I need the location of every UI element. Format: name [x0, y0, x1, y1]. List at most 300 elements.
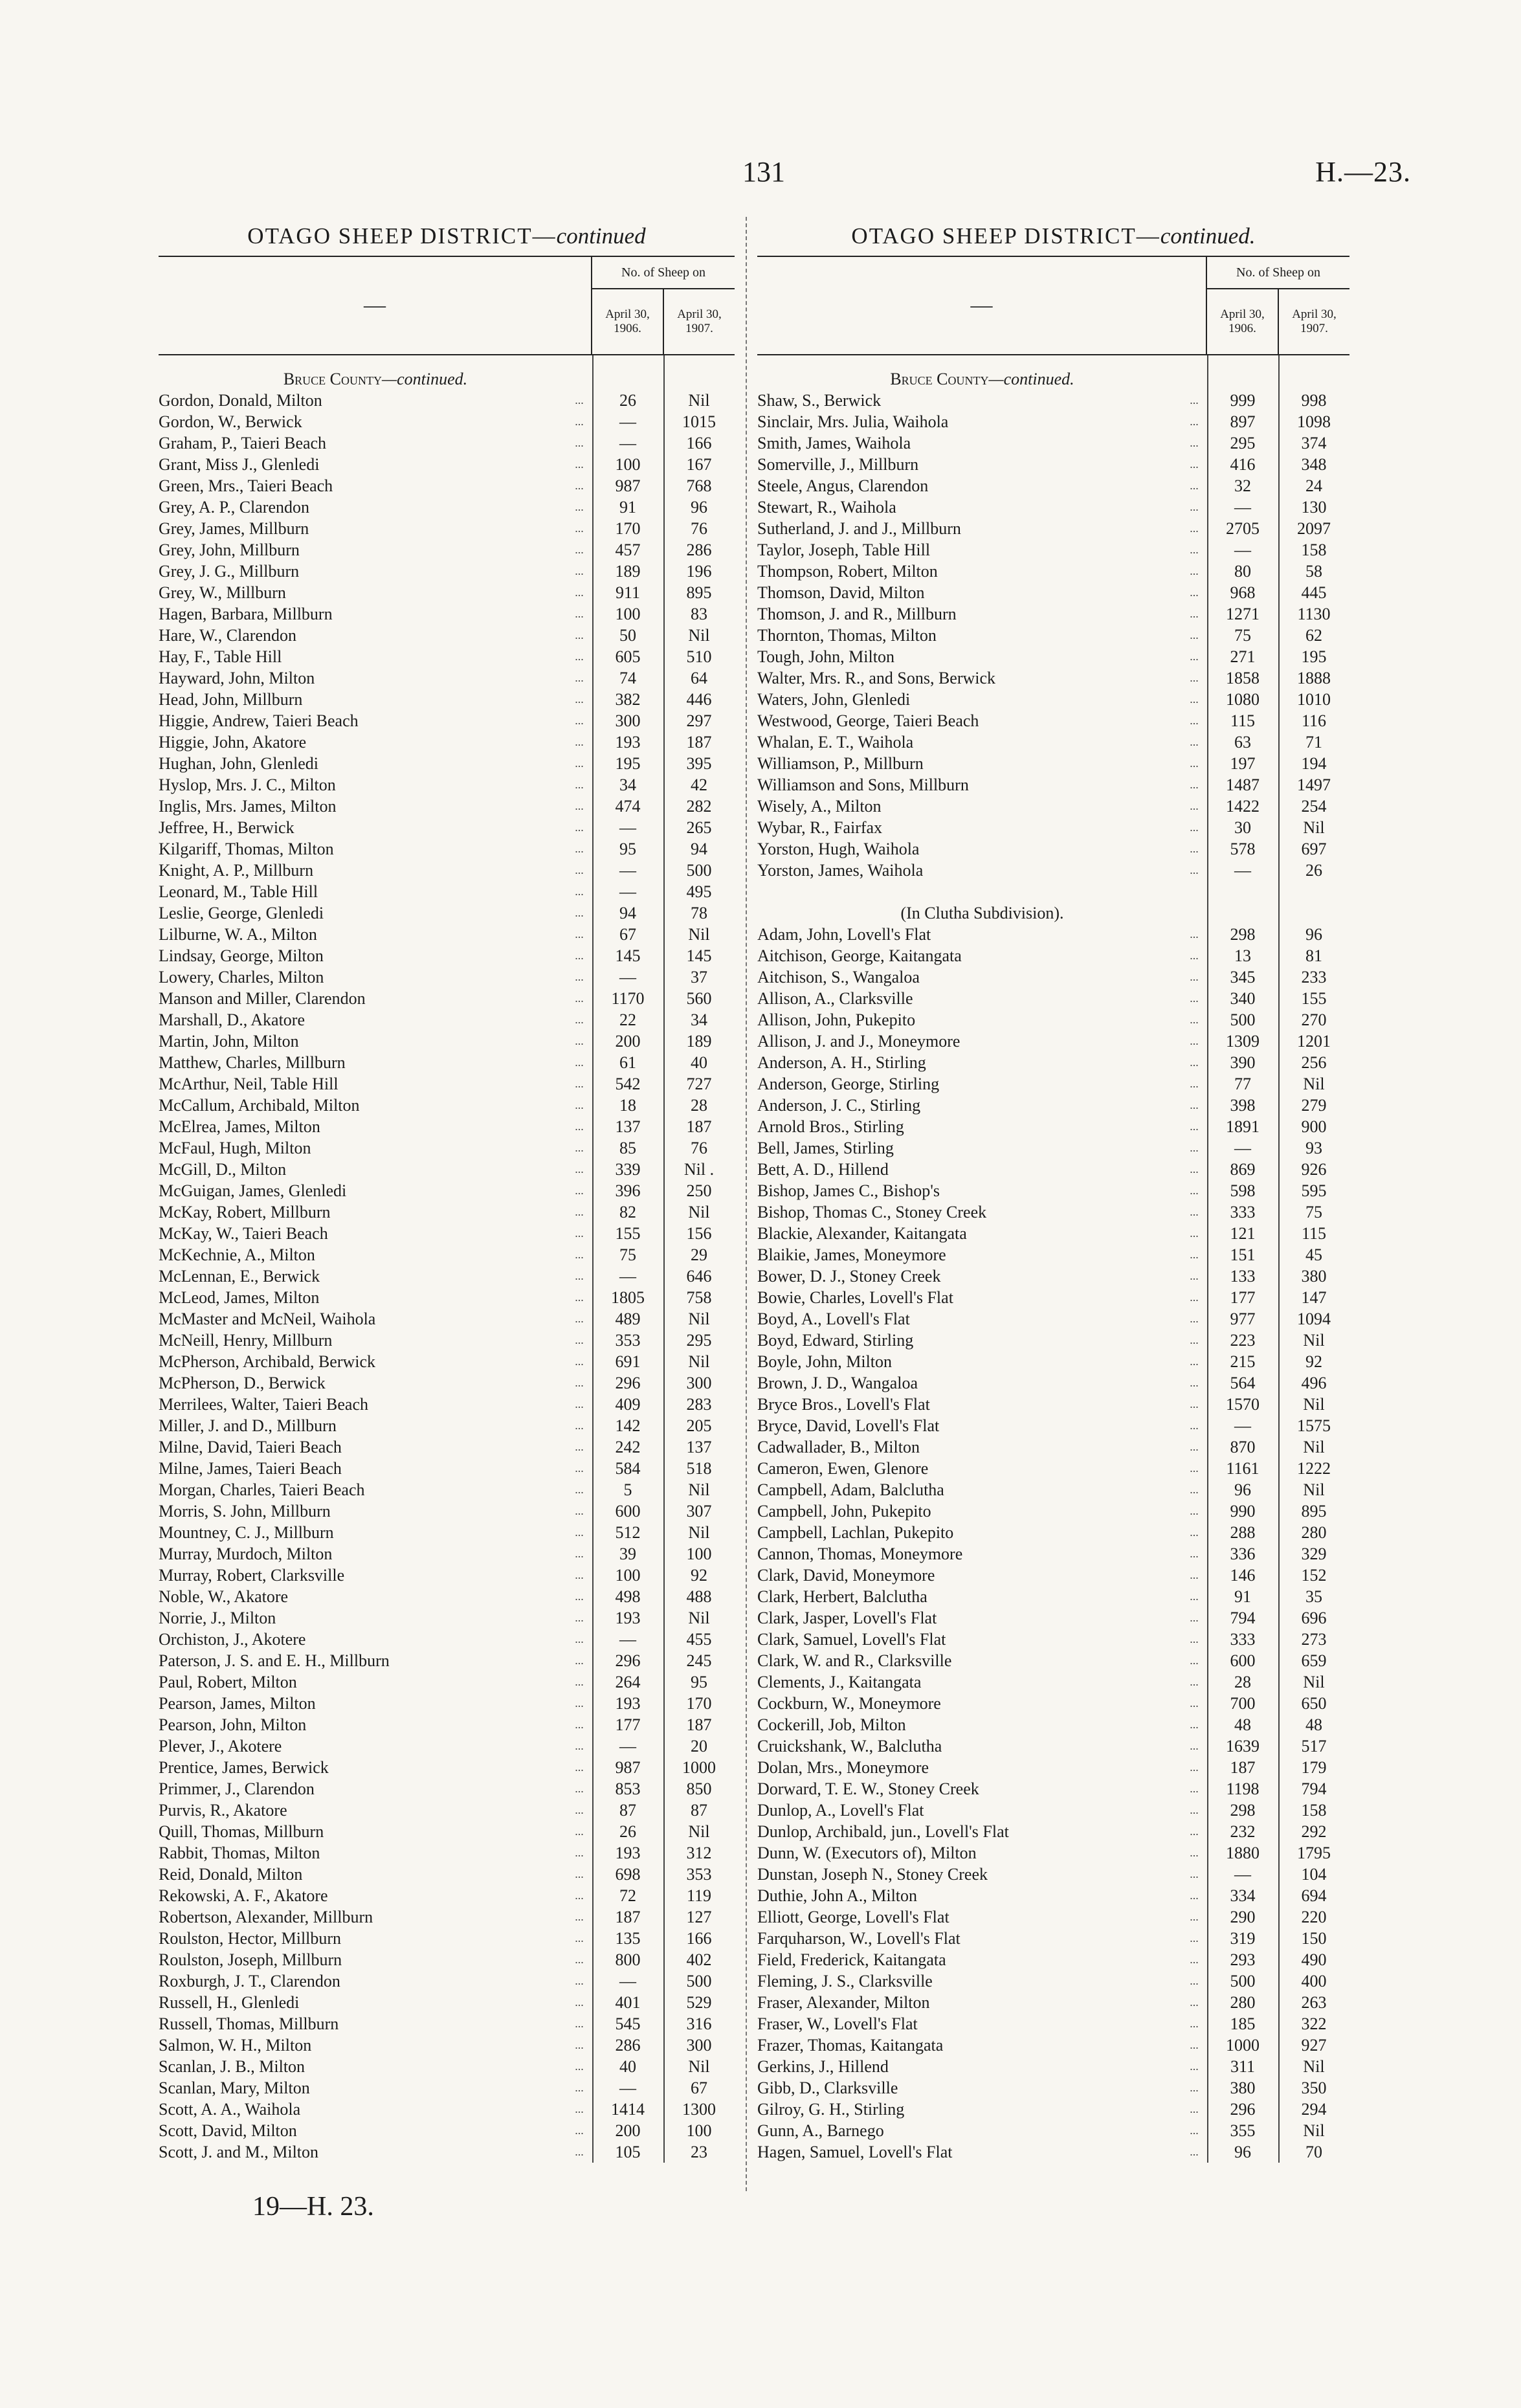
- sheep-1907: 312: [686, 1844, 712, 1862]
- table-row: [159, 475, 735, 496]
- owner-name: Dorward, T. E. W., Stoney Creek: [757, 1779, 979, 1798]
- owner-name: Bryce Bros., Lovell's Flat: [757, 1395, 930, 1414]
- sheep-1906: 1414: [611, 2100, 645, 2119]
- sheep-1907: 170: [686, 1694, 712, 1713]
- sheep-1906: 146: [1230, 1566, 1256, 1585]
- table-row: [757, 1159, 1349, 1180]
- sheep-1906: 96: [1234, 1480, 1251, 1499]
- owner-name: Rabbit, Thomas, Milton: [159, 1844, 320, 1862]
- owner-name: Waters, John, Glenledi: [757, 690, 911, 709]
- leader-dots: ...: [1190, 2081, 1199, 2094]
- sheep-1906: 968: [1230, 583, 1256, 602]
- leader-dots: ...: [575, 1825, 584, 1838]
- table-row: [159, 2099, 735, 2120]
- sheep-1906: 600: [1230, 1651, 1256, 1670]
- leader-dots: ...: [1190, 1611, 1199, 1624]
- owner-name: Dunlop, Archibald, jun., Lovell's Flat: [757, 1822, 1009, 1841]
- sheep-1906: 91: [619, 498, 636, 517]
- sheep-1906: 800: [615, 1950, 641, 1969]
- sheep-1907: Nil: [1303, 1331, 1325, 1350]
- owner-name: Boyle, John, Milton: [757, 1352, 893, 1371]
- owner-name: Bell, James, Stirling: [757, 1139, 894, 1157]
- owner-name: Clark, Samuel, Lovell's Flat: [757, 1630, 946, 1649]
- sheep-1907: Nil: [1303, 1075, 1325, 1093]
- sheep-1907: Nil: [688, 1203, 710, 1221]
- leader-dots: ...: [575, 1205, 584, 1218]
- table-row: [159, 1415, 735, 1436]
- sheep-1907: 297: [686, 711, 712, 730]
- leader-dots: ...: [1190, 2145, 1199, 2158]
- table-row: [159, 496, 735, 518]
- leader-dots: ...: [1190, 1376, 1199, 1389]
- table-row: [757, 1671, 1349, 1693]
- sheep-1907: 34: [691, 1010, 707, 1029]
- table-row: [757, 1714, 1349, 1735]
- sheep-1906: 34: [619, 775, 636, 794]
- sheep-1906: —: [619, 1737, 636, 1756]
- leader-dots: ...: [575, 1526, 584, 1539]
- sheep-1907: 495: [686, 882, 712, 901]
- owner-name: Dunlop, A., Lovell's Flat: [757, 1801, 924, 1820]
- sheep-1906: 121: [1230, 1224, 1256, 1243]
- table-row: [159, 411, 735, 432]
- leader-dots: ...: [1190, 1291, 1199, 1304]
- sheep-1907: 646: [686, 1267, 712, 1286]
- sheep-1907: 37: [691, 968, 707, 987]
- sheep-1907: 850: [686, 1779, 712, 1798]
- owner-name: Green, Mrs., Taieri Beach: [159, 476, 333, 495]
- sheep-1906: 311: [1230, 2057, 1256, 2076]
- owner-name: Farquharson, W., Lovell's Flat: [757, 1929, 960, 1948]
- owner-name: Williamson and Sons, Millburn: [757, 775, 969, 794]
- sheep-1906: 100: [615, 455, 641, 474]
- sheep-1906: 295: [1230, 434, 1256, 452]
- sheep-1907: 58: [1305, 562, 1322, 581]
- sheep-1906: 193: [615, 1694, 641, 1713]
- sheep-1906: 39: [619, 1544, 636, 1563]
- leader-dots: ...: [575, 1333, 584, 1346]
- sheep-1907: 283: [686, 1395, 712, 1414]
- sheep-1906: 242: [615, 1438, 641, 1456]
- sheep-1906: 32: [1234, 476, 1251, 495]
- owner-name: McGuigan, James, Glenledi: [159, 1181, 347, 1200]
- leader-dots: ...: [575, 1590, 584, 1603]
- leader-dots: ...: [575, 500, 584, 513]
- county-continued: —continued.: [382, 370, 468, 388]
- page-number: 131: [742, 156, 785, 188]
- table-row: [757, 1928, 1349, 1949]
- leader-dots: ...: [1190, 842, 1199, 855]
- table-row: [757, 753, 1349, 774]
- owner-name: Bower, D. J., Stoney Creek: [757, 1267, 941, 1286]
- leader-dots: ...: [575, 2145, 584, 2158]
- sheep-1906: 26: [619, 391, 636, 410]
- sheep-1906: 87: [619, 1801, 636, 1820]
- sheep-1907: 1098: [1297, 412, 1331, 431]
- sheep-1906: 1161: [1226, 1459, 1260, 1478]
- leader-dots: ...: [1190, 2038, 1199, 2051]
- table-row: [757, 2120, 1349, 2141]
- sheep-1906: 1880: [1226, 1844, 1260, 1862]
- owner-name: Campbell, Lachlan, Pukepito: [757, 1523, 954, 1542]
- sheep-1906: 390: [1230, 1053, 1256, 1072]
- table-row: [757, 1906, 1349, 1928]
- sheep-1906: 333: [1230, 1630, 1256, 1649]
- table-row: [159, 2035, 735, 2056]
- table-row: [757, 582, 1349, 603]
- sheep-1907: 130: [1301, 498, 1327, 517]
- sheep-1907: 694: [1301, 1886, 1327, 1905]
- owner-name: Head, John, Millburn: [159, 690, 303, 709]
- leader-dots: ...: [575, 735, 584, 748]
- sheep-1906: 1080: [1226, 690, 1260, 709]
- sheep-1906: 26: [619, 1822, 636, 1841]
- leader-dots: ...: [575, 1077, 584, 1090]
- sheep-1907: 758: [686, 1288, 712, 1307]
- owner-name: Yorston, Hugh, Waihola: [757, 840, 920, 858]
- sheep-1906: 95: [619, 840, 636, 858]
- owner-name: Aitchison, George, Kaitangata: [757, 946, 962, 965]
- sheep-1906: 380: [1230, 2079, 1256, 2097]
- table-row: [159, 1586, 735, 1607]
- sheep-1907: 40: [691, 1053, 707, 1072]
- table-row: [757, 1970, 1349, 1992]
- owner-name: Hagen, Samuel, Lovell's Flat: [757, 2143, 953, 2161]
- table-row: [757, 988, 1349, 1009]
- sheep-1906: 271: [1230, 647, 1256, 666]
- leader-dots: ...: [1190, 1568, 1199, 1581]
- sheep-1907: 263: [1301, 1993, 1327, 2012]
- table-row: [159, 1052, 735, 1073]
- sheep-1906: —: [619, 882, 636, 901]
- leader-dots: ...: [1190, 778, 1199, 791]
- owner-name: Boyd, Edward, Stirling: [757, 1331, 914, 1350]
- sheep-1906: —: [1234, 861, 1251, 880]
- leader-dots: ...: [1190, 1013, 1199, 1026]
- owner-name: Scanlan, J. B., Milton: [159, 2057, 305, 2076]
- leader-dots: ...: [1190, 1889, 1199, 1902]
- sheep-1906: 298: [1230, 925, 1256, 944]
- sheep-1906: 353: [615, 1331, 641, 1350]
- sheep-1906: 1309: [1226, 1032, 1260, 1051]
- owner-name: Dunn, W. (Executors of), Milton: [757, 1844, 977, 1862]
- leader-dots: ...: [1190, 1120, 1199, 1133]
- table-row: [159, 988, 735, 1009]
- table-row: [757, 1949, 1349, 1970]
- owner-name: Allison, A., Clarksville: [757, 989, 913, 1008]
- owner-name: Orchiston, J., Akotere: [159, 1630, 306, 1649]
- sheep-1906: 897: [1230, 412, 1256, 431]
- leader-dots: ...: [575, 693, 584, 706]
- left-table-body: [159, 368, 735, 2163]
- table-row: [757, 1394, 1349, 1415]
- sheep-1907: 76: [691, 1139, 707, 1157]
- leader-dots: ...: [1190, 693, 1199, 706]
- sheep-1907: 1575: [1297, 1416, 1331, 1435]
- table-row: [757, 1778, 1349, 1800]
- owner-name: McLeod, James, Milton: [159, 1288, 320, 1307]
- owner-name: Matthew, Charles, Millburn: [159, 1053, 346, 1072]
- sheep-1907: 300: [686, 2036, 712, 2055]
- sheep-1907: 395: [686, 754, 712, 773]
- sheep-1906: 1570: [1226, 1395, 1260, 1414]
- sheep-1907: 179: [1301, 1758, 1327, 1777]
- owner-name: Somerville, J., Millburn: [757, 455, 919, 474]
- table-row: [757, 2099, 1349, 2120]
- sheep-1907: 256: [1301, 1053, 1327, 1072]
- sheep-1906: 94: [619, 904, 636, 922]
- owner-name: Adam, John, Lovell's Flat: [757, 925, 931, 944]
- owner-name: McArthur, Neil, Table Hill: [159, 1075, 339, 1093]
- sheep-1906: 75: [619, 1245, 636, 1264]
- sheep-1906: —: [619, 2079, 636, 2097]
- leader-dots: ...: [1190, 992, 1199, 1005]
- sheep-1907: 96: [1305, 925, 1322, 944]
- table-row: [757, 731, 1349, 753]
- sheep-1907: 445: [1301, 583, 1327, 602]
- leader-dots: ...: [1190, 1547, 1199, 1560]
- leader-dots: ...: [575, 1675, 584, 1688]
- table-row: [757, 1543, 1349, 1565]
- owner-name: Williamson, P., Millburn: [757, 754, 924, 773]
- table-row: [159, 518, 735, 539]
- table-row: [159, 1308, 735, 1330]
- leader-dots: ...: [1190, 1739, 1199, 1752]
- table-row: [757, 603, 1349, 625]
- leader-dots: ...: [1190, 564, 1199, 577]
- leader-dots: ...: [1190, 1333, 1199, 1346]
- table-row: [757, 1330, 1349, 1351]
- sheep-1906: 990: [1230, 1502, 1256, 1521]
- leader-dots: ...: [575, 650, 584, 663]
- sheep-1907: 187: [686, 733, 712, 752]
- owner-name: Lowery, Charles, Milton: [159, 968, 324, 987]
- owner-name: Wybar, R., Fairfax: [757, 818, 883, 837]
- county-name: Bruce County: [283, 370, 383, 388]
- year-1907-header: April 30, 1907.: [1278, 289, 1349, 354]
- sheep-1907: Nil: [688, 626, 710, 645]
- table-row: [159, 1800, 735, 1821]
- table-row: [757, 2141, 1349, 2163]
- table-row: [159, 1330, 735, 1351]
- table-row: [757, 2056, 1349, 2077]
- sheep-1907: 45: [1305, 1245, 1322, 1264]
- table-row: [159, 1565, 735, 1586]
- table-row: [159, 1137, 735, 1159]
- sheep-1907: Nil: [1303, 2121, 1325, 2140]
- table-row: [159, 2077, 735, 2099]
- leader-dots: ...: [575, 586, 584, 599]
- owner-name: Hagen, Barbara, Millburn: [159, 605, 333, 623]
- name-column-header: —: [364, 293, 386, 317]
- owner-name: Elliott, George, Lovell's Flat: [757, 1908, 949, 1926]
- sheep-1907: 1888: [1297, 669, 1331, 687]
- leader-dots: ...: [1190, 1419, 1199, 1432]
- sheep-1907: 1795: [1297, 1844, 1331, 1862]
- table-row: [159, 1693, 735, 1714]
- sheep-1907: 295: [686, 1331, 712, 1350]
- left-title-main: OTAGO SHEEP DISTRICT—: [247, 223, 557, 249]
- sheep-1907: 500: [686, 861, 712, 880]
- table-row: [757, 1137, 1349, 1159]
- owner-name: Roulston, Hector, Millburn: [159, 1929, 342, 1948]
- sheep-1907: 187: [686, 1715, 712, 1734]
- owner-name: Leonard, M., Table Hill: [159, 882, 318, 901]
- owner-name: Grey, W., Millburn: [159, 583, 286, 602]
- sheep-1907: 659: [1301, 1651, 1327, 1670]
- leader-dots: ...: [575, 1098, 584, 1111]
- leader-dots: ...: [1190, 586, 1199, 599]
- leader-dots: ...: [1190, 2124, 1199, 2137]
- sheep-1907: 115: [1301, 1224, 1327, 1243]
- leader-dots: ...: [575, 1504, 584, 1517]
- owner-name: Morris, S. John, Millburn: [159, 1502, 331, 1521]
- sheep-1907: 62: [1305, 626, 1322, 645]
- leader-dots: ...: [575, 1034, 584, 1047]
- sheep-1906: 193: [615, 1844, 641, 1862]
- leader-dots: ...: [575, 629, 584, 641]
- sheep-1906: 911: [615, 583, 641, 602]
- sheep-1906: 409: [615, 1395, 641, 1414]
- owner-name: Blackie, Alexander, Kaitangata: [757, 1224, 967, 1243]
- owner-name: Blaikie, James, Moneymore: [757, 1245, 946, 1264]
- sheep-1907: 353: [686, 1865, 712, 1884]
- owner-name: Plever, J., Akotere: [159, 1737, 282, 1756]
- leader-dots: ...: [1190, 650, 1199, 663]
- sheep-1907: 1497: [1297, 775, 1331, 794]
- owner-name: Scott, J. and M., Milton: [159, 2143, 319, 2161]
- owner-name: Gilroy, G. H., Stirling: [757, 2100, 905, 2119]
- table-row: [159, 432, 735, 454]
- sheep-1907: 24: [1305, 476, 1322, 495]
- owner-name: Primmer, J., Clarendon: [159, 1779, 315, 1798]
- sheep-1907: 510: [686, 647, 712, 666]
- sheep-1906: 145: [615, 946, 641, 965]
- sheep-1906: 82: [619, 1203, 636, 1221]
- sheep-1906: —: [1234, 498, 1251, 517]
- table-row: [159, 1629, 735, 1650]
- table-row: [159, 1842, 735, 1864]
- sheep-1907: Nil: [688, 1352, 710, 1371]
- right-table-header: [757, 256, 1349, 355]
- sheep-1907: 87: [691, 1801, 707, 1820]
- leader-dots: ...: [1190, 1504, 1199, 1517]
- sheep-1906: 286: [615, 2036, 641, 2055]
- table-row: [159, 1970, 735, 1992]
- owner-name: Fraser, W., Lovell's Flat: [757, 2014, 918, 2033]
- right-column: [757, 217, 1349, 2163]
- owner-name: Walter, Mrs. R., and Sons, Berwick: [757, 669, 996, 687]
- sheep-1906: 200: [615, 1032, 641, 1051]
- sheep-1906: 77: [1234, 1075, 1251, 1093]
- owner-name: Field, Frederick, Kaitangata: [757, 1950, 946, 1969]
- table-row: [159, 774, 735, 796]
- sheep-1906: 1639: [1226, 1737, 1260, 1756]
- table-row: [757, 1052, 1349, 1073]
- leader-dots: ...: [1190, 1867, 1199, 1880]
- table-row: [159, 1757, 735, 1778]
- right-table-body: [757, 368, 1349, 2163]
- sheep-column-header: [1206, 257, 1349, 354]
- sheep-1906: —: [1234, 541, 1251, 559]
- table-rule: [1278, 355, 1280, 2163]
- owner-name: Cadwallader, B., Milton: [757, 1438, 920, 1456]
- leader-dots: ...: [1190, 1803, 1199, 1816]
- leader-dots: ...: [575, 1120, 584, 1133]
- owner-name: Smith, James, Waihola: [757, 434, 911, 452]
- right-title-main: OTAGO SHEEP DISTRICT—: [851, 223, 1160, 249]
- sheep-1907: 895: [1301, 1502, 1327, 1521]
- year-1906-header: April 30, 1906.: [1220, 307, 1265, 335]
- owner-name: Merrilees, Walter, Taieri Beach: [159, 1395, 368, 1414]
- page-footer: 19—H. 23.: [252, 2192, 374, 2222]
- leader-dots: ...: [575, 1697, 584, 1710]
- leader-dots: ...: [1190, 500, 1199, 513]
- table-row: [757, 1757, 1349, 1778]
- table-row: [757, 518, 1349, 539]
- owner-name: Clark, Herbert, Balclutha: [757, 1587, 927, 1606]
- sheep-1907: 76: [691, 519, 707, 538]
- owner-name: Arnold Bros., Stirling: [757, 1117, 904, 1136]
- sheep-1906: 72: [619, 1886, 636, 1905]
- leader-dots: ...: [1190, 1654, 1199, 1667]
- owner-name: Gordon, Donald, Milton: [159, 391, 322, 410]
- sheep-1907: 517: [1301, 1737, 1327, 1756]
- sheep-1907: 286: [686, 541, 712, 559]
- column-divider: [746, 217, 748, 2191]
- table-row: [757, 1116, 1349, 1137]
- table-row: [159, 1394, 735, 1415]
- sheep-1907: 26: [1305, 861, 1322, 880]
- sheep-1907: 292: [1301, 1822, 1327, 1841]
- leader-dots: ...: [575, 1376, 584, 1389]
- leader-dots: ...: [575, 1568, 584, 1581]
- sheep-1906: 1170: [611, 989, 645, 1008]
- leader-dots: ...: [1190, 522, 1199, 535]
- table-row: [757, 1629, 1349, 1650]
- owner-name: Bishop, Thomas C., Stoney Creek: [757, 1203, 987, 1221]
- owner-name: Pearson, James, Milton: [159, 1694, 316, 1713]
- table-row: [757, 2077, 1349, 2099]
- owner-name: Scanlan, Mary, Milton: [159, 2079, 310, 2097]
- owner-name: Hay, F., Table Hill: [159, 647, 282, 666]
- leader-dots: ...: [1190, 1761, 1199, 1774]
- table-row: [757, 1522, 1349, 1543]
- sheep-1906: 382: [615, 690, 641, 709]
- sheep-1907: 35: [1305, 1587, 1322, 1606]
- owner-name: Wisely, A., Milton: [757, 797, 882, 816]
- sheep-1906: 63: [1234, 733, 1251, 752]
- sheep-1906: 1000: [1226, 2036, 1260, 2055]
- sheep-1907: 400: [1301, 1972, 1327, 1990]
- owner-name: Dolan, Mrs., Moneymore: [757, 1758, 929, 1777]
- table-row: [159, 582, 735, 603]
- owner-name: Grey, J. G., Millburn: [159, 562, 300, 581]
- sheep-1907: Nil: [1303, 818, 1325, 837]
- sheep-1906: 545: [615, 2014, 641, 2033]
- leader-dots: ...: [1190, 1205, 1199, 1218]
- leader-dots: ...: [1190, 2102, 1199, 2115]
- leader-dots: ...: [1190, 1227, 1199, 1240]
- owner-name: Dunstan, Joseph N., Stoney Creek: [757, 1865, 988, 1884]
- leader-dots: ...: [575, 607, 584, 620]
- leader-dots: ...: [1190, 1590, 1199, 1603]
- sheep-1906: 170: [615, 519, 641, 538]
- section-heading: [159, 368, 735, 390]
- owner-name: Allison, John, Pukepito: [757, 1010, 916, 1029]
- table-row: [159, 731, 735, 753]
- table-row: [159, 1223, 735, 1244]
